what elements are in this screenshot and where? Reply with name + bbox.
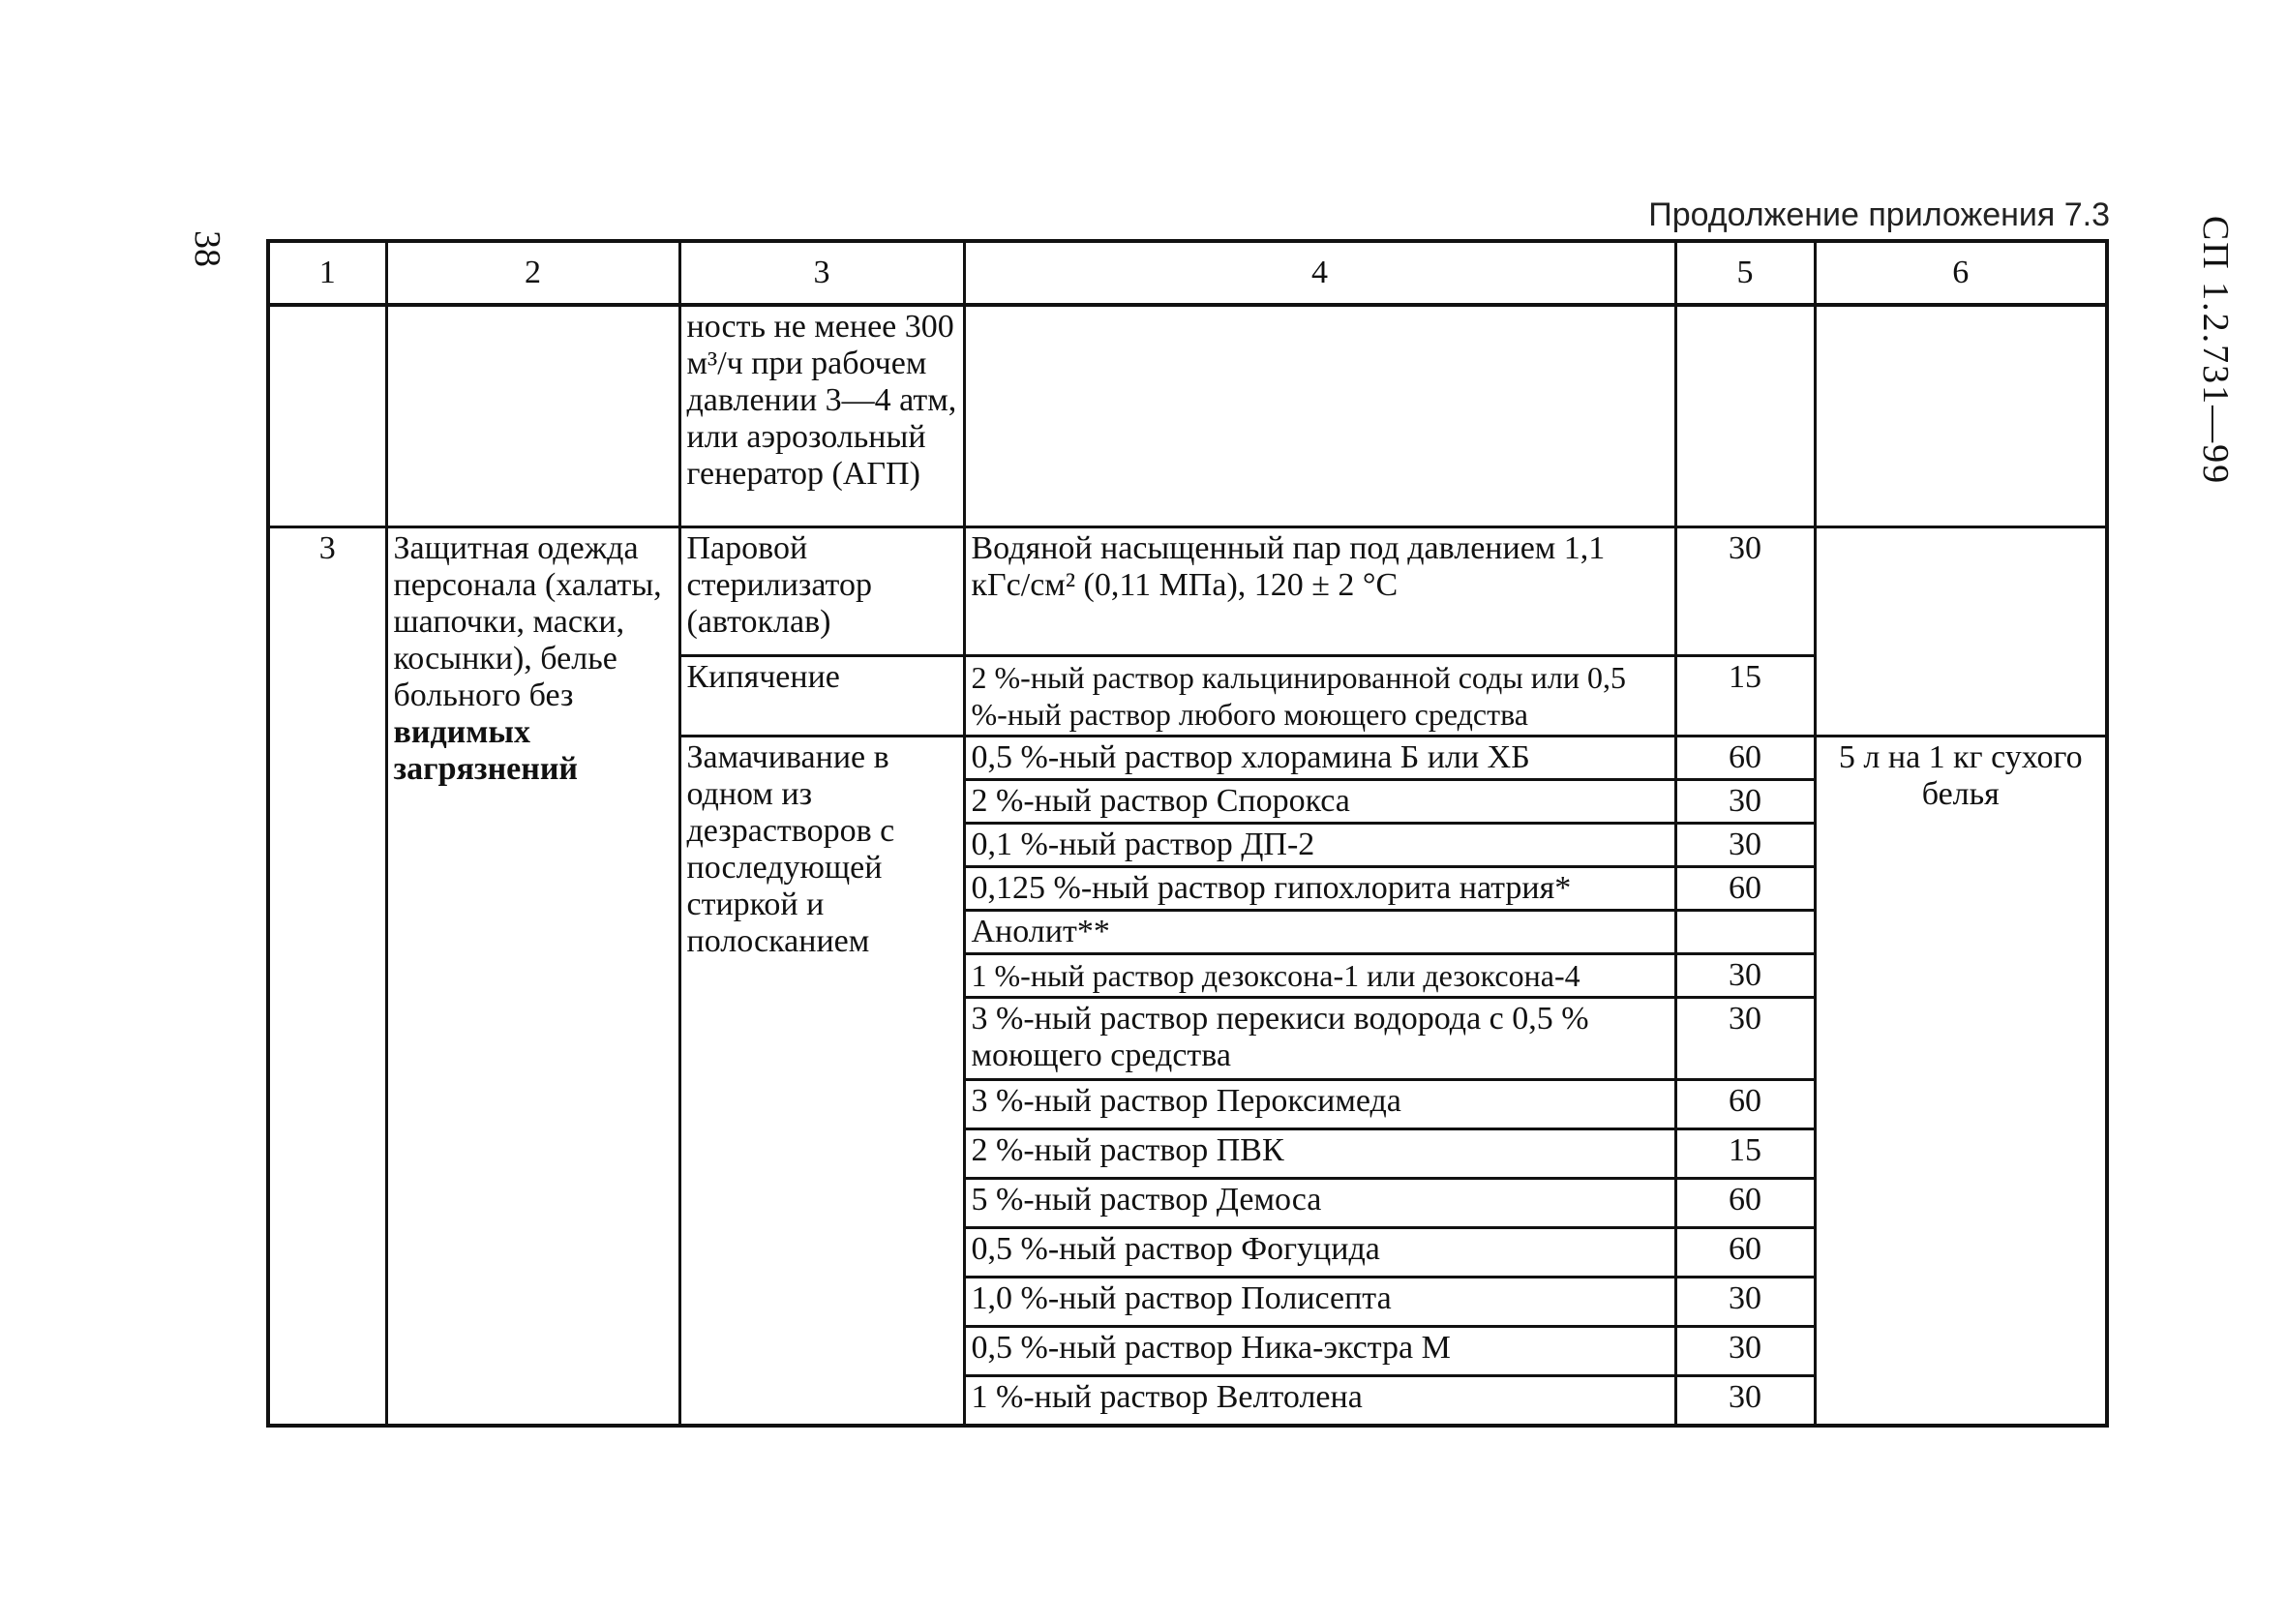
agent: 0,5 %-ный раствор хлорамина Б или ХБ [964,737,1675,780]
exposure-time: 60 [1675,1179,1815,1228]
disinfection-table [266,239,2109,1428]
exposure-time: 15 [1675,656,1815,737]
header-col-5: 5 [1675,241,1815,305]
exposure-time: 30 [1675,1278,1815,1327]
agent: 1 %-ный раствор дезоксона-1 или дезоксона-4 [964,954,1675,998]
header-col-1: 1 [268,241,386,305]
cell-empty [1815,527,2107,737]
exposure-time: 60 [1675,737,1815,780]
exposure-time: 30 [1675,1376,1815,1427]
exposure-time: 60 [1675,867,1815,911]
header-col-3: 3 [679,241,964,305]
page-number: 38 [187,230,227,267]
exposure-time: 30 [1675,998,1815,1080]
exposure-time: 30 [1675,954,1815,998]
agent: 1 %-ный раствор Велтолена [964,1376,1675,1427]
exposure-time: 30 [1675,527,1815,656]
agent: 0,5 %-ный раствор Ника-экстра М [964,1327,1675,1376]
method: Кипячение [679,656,964,737]
header-row [268,241,2107,305]
cell-empty [964,305,1675,527]
agent: 2 %-ный раствор кальцинированной соды или 0,5 %-ный раствор любого моющего средства [964,656,1675,737]
agent: 5 %-ный раствор Демоса [964,1179,1675,1228]
item-object [386,527,679,1427]
exposure-time: 30 [1675,824,1815,867]
agent: 2 %-ный раствор ПВК [964,1129,1675,1179]
agent: 0,125 %-ный раствор гипохлорита натрия* [964,867,1675,911]
exposure-time: 30 [1675,780,1815,824]
method: Паровой стерилизатор (автоклав) [679,527,964,656]
header-col-6: 6 [1815,241,2107,305]
exposure-time [1675,911,1815,954]
cell-empty [1675,305,1815,527]
continuation-method: ность не менее 300 м³/ч при рабочем давлении 3—4 атм, или аэрозольный генератор (АГП) [679,305,964,527]
item-object-bold: видимых загрязнений [393,714,579,787]
header-col-4: 4 [964,241,1675,305]
agent: Водяной насыщенный пар под давлением 1,1 кГс/см² (0,11 МПа), 120 ± 2 °С [964,527,1675,656]
exposure-time: 60 [1675,1228,1815,1278]
table-row [268,527,2107,656]
continuation-row [268,305,2107,527]
soaking-method: Замачивание в одном из дезрастворов с последующей стиркой и полосканием [679,737,964,1427]
item-number: 3 [268,527,386,1427]
agent: 1,0 %-ный раствор Полисепта [964,1278,1675,1327]
agent: 3 %-ный раствор перекиси водорода с 0,5 % моющего средства [964,998,1675,1080]
agent: 0,1 %-ный раствор ДП-2 [964,824,1675,867]
document-code: СП 1.2.731—99 [2195,215,2237,486]
agent: 3 %-ный раствор Пероксимеда [964,1080,1675,1129]
cell-empty [386,305,679,527]
header-col-2: 2 [386,241,679,305]
exposure-time: 15 [1675,1129,1815,1179]
agent: 2 %-ный раствор Спорокса [964,780,1675,824]
exposure-time: 30 [1675,1327,1815,1376]
agent: 0,5 %-ный раствор Фогуцида [964,1228,1675,1278]
agent: Анолит** [964,911,1675,954]
consumption-norm: 5 л на 1 кг сухого белья [1815,737,2107,1427]
item-object-text: Защитная одежда персонала (халаты, шапочки, маски, косынки), белье больного без [393,530,662,713]
cell-empty [268,305,386,527]
exposure-time: 60 [1675,1080,1815,1129]
table-caption: Продолжение приложения 7.3 [1648,196,2110,233]
cell-empty [1815,305,2107,527]
